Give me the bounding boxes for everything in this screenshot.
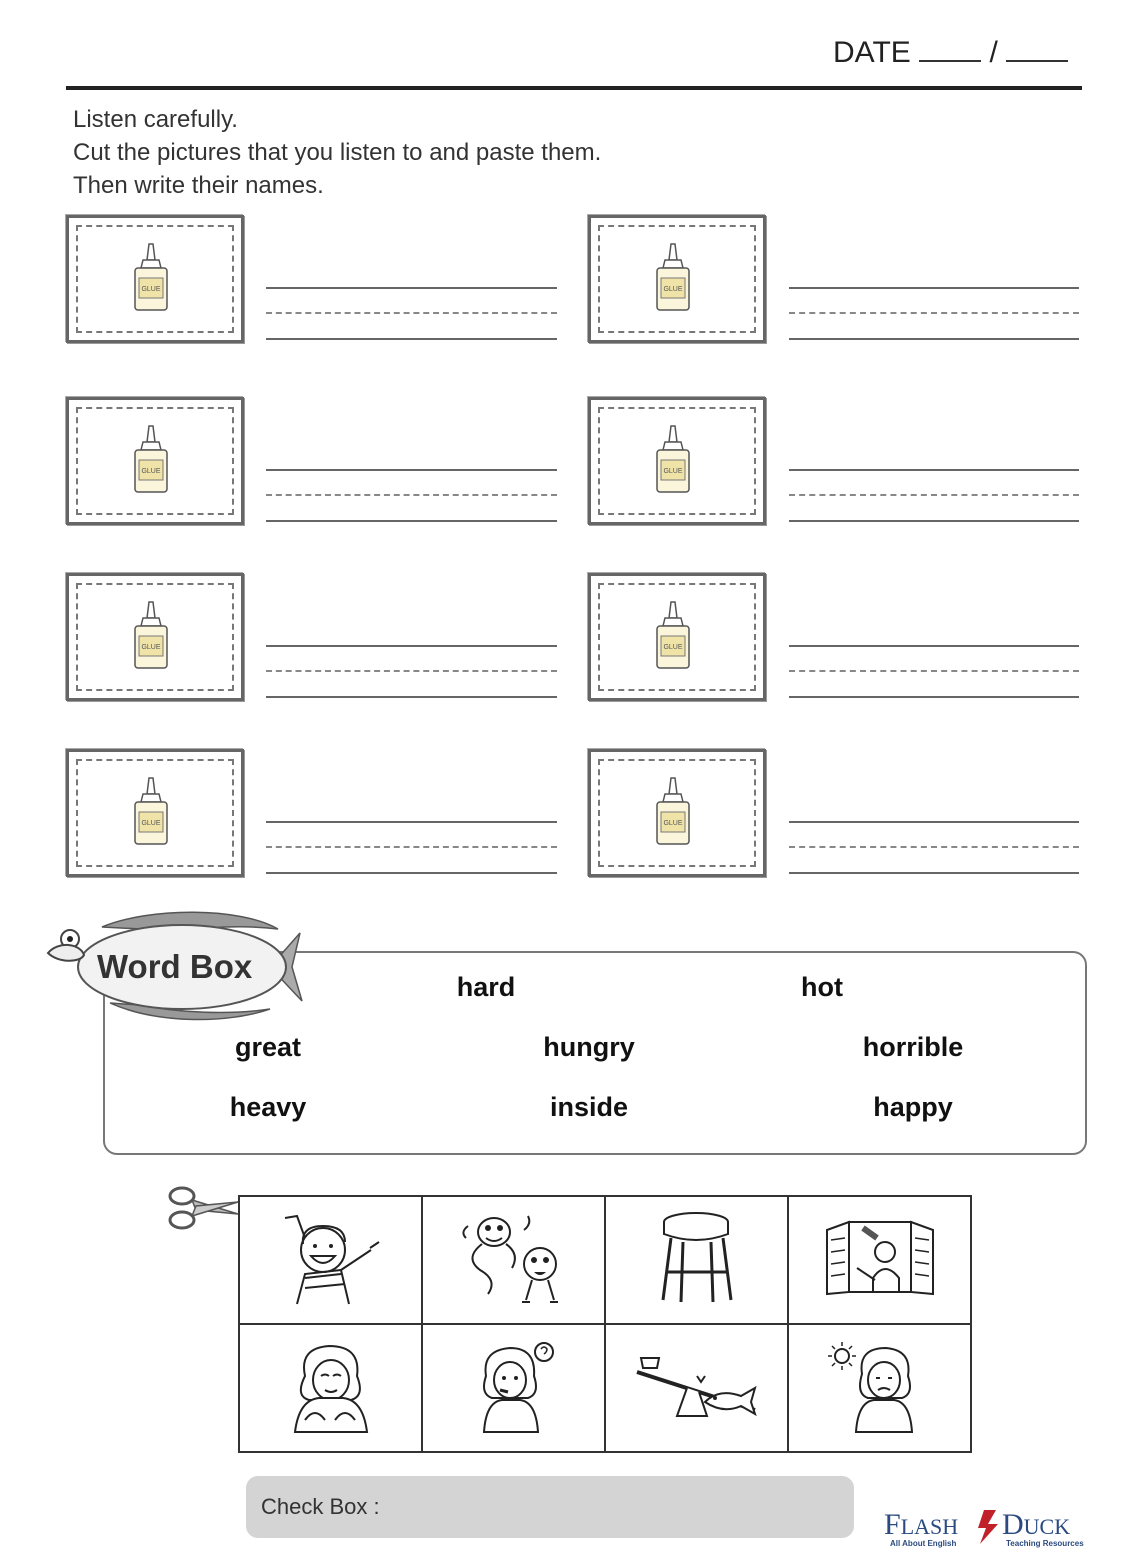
paste-box[interactable] (66, 573, 244, 701)
writing-line[interactable] (266, 696, 557, 698)
glue-label: GLUE (663, 468, 683, 475)
seesaw-icon (631, 1336, 761, 1436)
writing-line[interactable] (789, 821, 1079, 823)
writing-line[interactable] (789, 670, 1079, 672)
writing-line[interactable] (789, 312, 1079, 314)
date-month-blank[interactable] (919, 38, 981, 62)
cutout-cell-hot-girl[interactable] (788, 1324, 971, 1452)
writing-line[interactable] (789, 469, 1079, 471)
flash-duck-logo (884, 1504, 1110, 1548)
writing-line[interactable] (266, 494, 557, 496)
girl-icon (275, 1336, 385, 1436)
cutout-row (239, 1196, 971, 1324)
writing-line[interactable] (266, 312, 557, 314)
logo-tagline-left: All About English (890, 1539, 957, 1548)
glue-label: GLUE (663, 820, 683, 827)
word-hot: hot (801, 972, 843, 1002)
writing-line[interactable] (266, 469, 557, 471)
writing-line[interactable] (789, 645, 1079, 647)
glue-label: GLUE (663, 286, 683, 293)
logo-brand-flash: FLASH (884, 1508, 959, 1541)
writing-line[interactable] (266, 338, 557, 340)
date-field (833, 36, 1068, 70)
instruction-line-3: Then write their names. (73, 172, 324, 199)
writing-line[interactable] (789, 520, 1079, 522)
writing-line[interactable] (789, 338, 1079, 340)
writing-line[interactable] (266, 821, 557, 823)
header-rule (66, 86, 1082, 90)
word-happy: happy (873, 1092, 953, 1122)
word-great: great (234, 1032, 302, 1062)
glue-label: GLUE (141, 820, 161, 827)
stool-icon (641, 1208, 751, 1308)
cutout-cell-thinking-girl[interactable] (422, 1324, 605, 1452)
writing-line[interactable] (789, 287, 1079, 289)
writing-line[interactable] (266, 670, 557, 672)
instruction-line-2: Cut the pictures that you listen to and paste them. (73, 139, 602, 166)
scissors-icon (166, 1184, 242, 1232)
word-inside: inside (549, 1092, 629, 1122)
date-label: DATE (833, 36, 911, 69)
glue-bottle-icon (653, 600, 693, 672)
word-horrible: horrible (862, 1032, 964, 1062)
glue-label: GLUE (141, 286, 161, 293)
glue-label: GLUE (663, 644, 683, 651)
glue-bottle-icon (131, 242, 171, 314)
word-heavy: heavy (229, 1092, 307, 1122)
glue-bottle-icon (131, 776, 171, 848)
paste-box[interactable] (588, 215, 766, 343)
cutout-cell-happy-child[interactable] (239, 1196, 422, 1324)
word-hard: hard (456, 972, 516, 1002)
writing-line[interactable] (789, 872, 1079, 874)
date-separator: / (989, 36, 998, 69)
window-icon (819, 1208, 939, 1308)
monsters-icon (458, 1208, 568, 1308)
paste-box[interactable] (588, 749, 766, 877)
glue-label: GLUE (141, 644, 161, 651)
cutout-cell-stool[interactable] (605, 1196, 788, 1324)
writing-line[interactable] (266, 520, 557, 522)
writing-line[interactable] (266, 846, 557, 848)
glue-bottle-icon (131, 600, 171, 672)
lightning-icon (978, 1510, 998, 1544)
glue-bottle-icon (653, 424, 693, 496)
word-hungry: hungry (543, 1032, 635, 1062)
glue-label: GLUE (141, 468, 161, 475)
writing-line[interactable] (789, 696, 1079, 698)
writing-line[interactable] (266, 872, 557, 874)
cutout-cell-window[interactable] (788, 1196, 971, 1324)
check-box[interactable] (246, 1476, 854, 1538)
date-day-blank[interactable] (1006, 38, 1068, 62)
writing-line[interactable] (266, 287, 557, 289)
cutout-cell-seesaw[interactable] (605, 1324, 788, 1452)
paste-box[interactable] (588, 397, 766, 525)
cutout-row (239, 1324, 971, 1452)
cutout-cell-girl[interactable] (239, 1324, 422, 1452)
paste-box[interactable] (588, 573, 766, 701)
check-box-label: Check Box : (261, 1494, 380, 1519)
thinking-girl-icon (458, 1336, 568, 1436)
writing-line[interactable] (789, 494, 1079, 496)
paste-box[interactable] (66, 397, 244, 525)
writing-line[interactable] (789, 846, 1079, 848)
cutout-table (238, 1195, 972, 1453)
cutout-cell-monsters[interactable] (422, 1196, 605, 1324)
paste-box[interactable] (66, 215, 244, 343)
logo-brand-duck: DUCK (1002, 1508, 1071, 1541)
glue-bottle-icon (131, 424, 171, 496)
glue-bottle-icon (653, 776, 693, 848)
hot-girl-icon (824, 1336, 934, 1436)
instruction-line-1: Listen carefully. (73, 106, 238, 133)
happy-child-icon (275, 1208, 385, 1308)
logo-tagline-right: Teaching Resources (1006, 1539, 1084, 1548)
glue-bottle-icon (653, 242, 693, 314)
paste-box[interactable] (66, 749, 244, 877)
word-box-title: Word Box (97, 948, 253, 985)
writing-line[interactable] (266, 645, 557, 647)
